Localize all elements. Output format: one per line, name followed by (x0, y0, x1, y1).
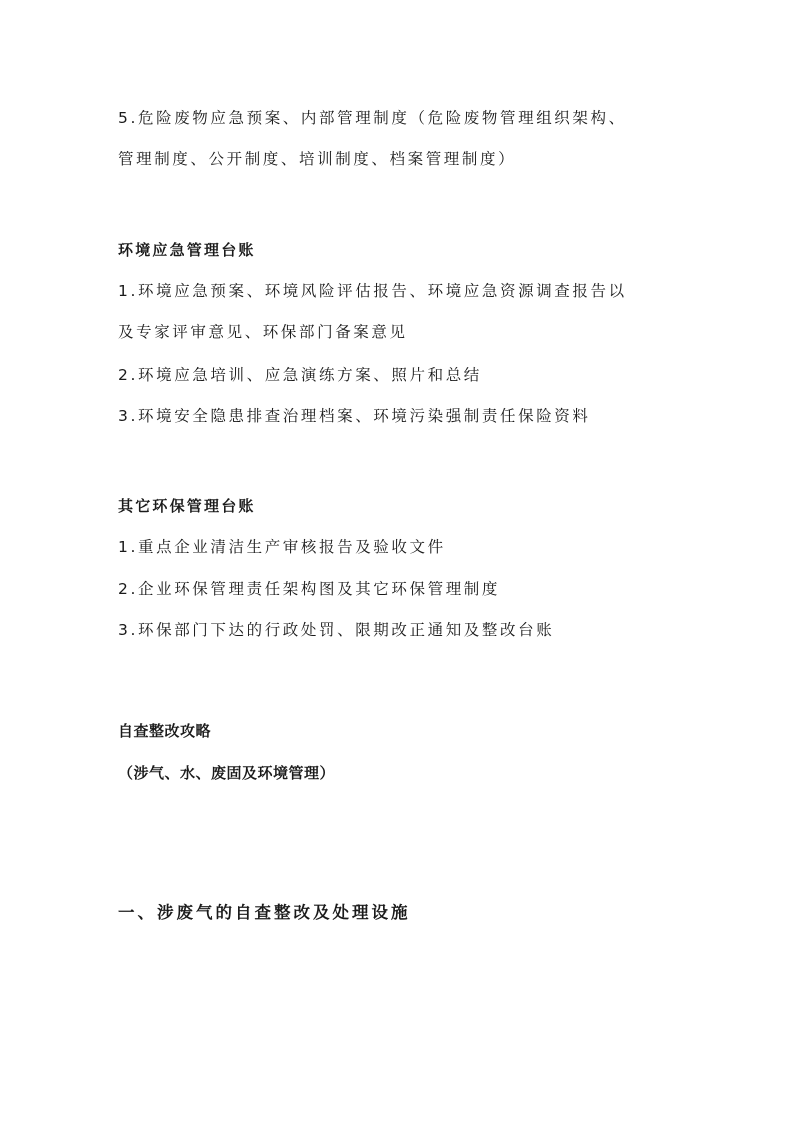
hazwaste-item5-line1: 5.危险废物应急预案、内部管理制度（危险废物管理组织架构、 (118, 109, 627, 127)
other-env-item1: 1.重点企业清洁生产审核报告及验收文件 (118, 538, 446, 556)
env-emergency-item2: 2.环境应急培训、应急演练方案、照片和总结 (118, 366, 482, 384)
env-emergency-item1-line1: 1.环境应急预案、环境风险评估报告、环境应急资源调查报告以 (118, 282, 627, 300)
other-env-item2: 2.企业环保管理责任架构图及其它环保管理制度 (118, 580, 500, 598)
section-one-title: 一、涉废气的自查整改及处理设施 (118, 903, 411, 922)
self-check-subheading: （涉气、水、废固及环境管理） (118, 764, 336, 782)
hazwaste-item5-line2: 管理制度、公开制度、培训制度、档案管理制度） (118, 150, 517, 168)
self-check-heading: 自查整改攻略 (118, 722, 212, 740)
env-emergency-heading: 环境应急管理台账 (118, 241, 256, 259)
env-emergency-item3: 3.环境安全隐患排查治理档案、环境污染强制责任保险资料 (118, 407, 591, 425)
other-env-item3: 3.环保部门下达的行政处罚、限期改正通知及整改台账 (118, 621, 555, 639)
env-emergency-item1-line2: 及专家评审意见、环保部门备案意见 (118, 323, 408, 341)
other-env-heading: 其它环保管理台账 (118, 497, 256, 515)
